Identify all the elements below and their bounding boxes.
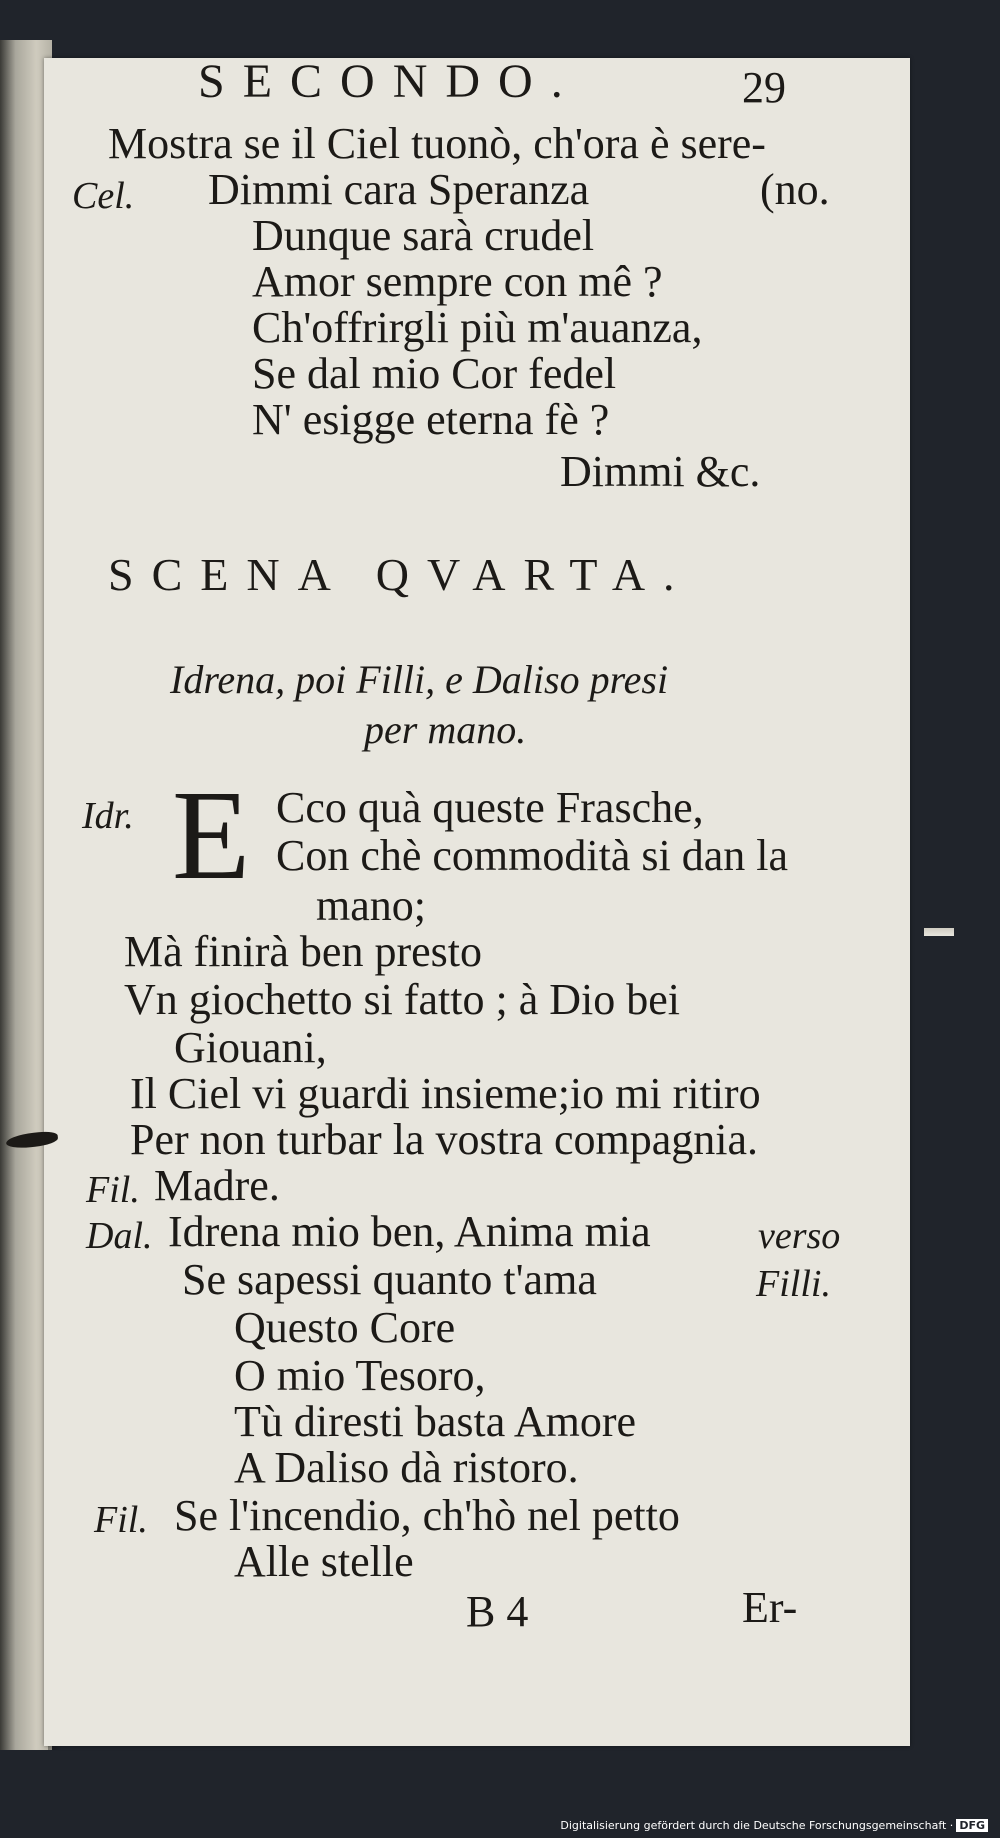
text-line: mano; xyxy=(316,881,426,930)
text-line: Dunque sarà crudel xyxy=(252,211,595,260)
catchword: Er- xyxy=(742,1583,798,1632)
page-fold xyxy=(924,928,954,936)
dfg-logo: DFG xyxy=(956,1819,988,1832)
text-line: Mà finirà ben presto xyxy=(124,927,482,976)
text-line: Se sapessi quanto t'ama xyxy=(182,1255,597,1304)
drop-cap: E xyxy=(172,764,251,906)
text-line: Ch'offrirgli più m'auanza, xyxy=(252,303,703,352)
text-line: Amor sempre con mê ? xyxy=(252,257,663,306)
text-line: Se dal mio Cor fedel xyxy=(252,349,617,398)
speaker-label: Fil. xyxy=(94,1499,148,1541)
signature-mark: B 4 xyxy=(466,1587,529,1636)
stage-direction: Filli. xyxy=(756,1263,831,1305)
text-line: Questo Core xyxy=(234,1303,456,1352)
text-line: Dimmi cara Speranza xyxy=(208,165,590,214)
text-line: Tù diresti basta Amore xyxy=(234,1397,637,1446)
speaker-label: Fil. xyxy=(86,1169,140,1211)
text-line: Il Ciel vi guardi insieme;io mi ritiro xyxy=(130,1069,761,1118)
text-line: Vn giochetto si fatto ; à Dio bei xyxy=(124,975,680,1024)
text-line: Cco quà queste Frasche, xyxy=(276,783,704,832)
stage-direction: verso xyxy=(758,1215,841,1257)
text-line: O mio Tesoro, xyxy=(234,1351,486,1400)
text-line: Alle stelle xyxy=(234,1537,414,1586)
text-line: Giouani, xyxy=(174,1023,327,1072)
credit-text: Digitalisierung gefördert durch die Deutsche Forschungsgemeinschaft · xyxy=(560,1819,954,1832)
text-line: Idrena mio ben, Anima mia xyxy=(168,1207,651,1256)
text-line: (no. xyxy=(760,165,830,214)
text-line: Per non turbar la vostra compagnia. xyxy=(130,1115,759,1164)
scene-description: Idrena, poi Filli, e Daliso presi xyxy=(170,657,669,702)
speaker-label: Cel. xyxy=(72,175,135,217)
speaker-label: Dal. xyxy=(86,1215,153,1257)
speaker-label: Idr. xyxy=(82,795,134,837)
running-head: SECONDO. xyxy=(198,55,581,108)
text-line: Se l'incendio, ch'hò nel petto xyxy=(174,1491,680,1540)
text-line: Madre. xyxy=(154,1161,280,1210)
page-number: 29 xyxy=(742,63,786,112)
scene-description: per mano. xyxy=(364,707,527,752)
text-line: A Daliso dà ristoro. xyxy=(234,1443,579,1492)
text-line: Dimmi &c. xyxy=(560,447,761,496)
text-line: Mostra se il Ciel tuonò, ch'ora è sere- xyxy=(108,119,766,168)
scene-title: SCENA QVARTA. xyxy=(108,549,693,600)
text-line: N' esigge eterna fè ? xyxy=(252,395,610,444)
text-line: Con chè commodità si dan la xyxy=(276,831,788,880)
digitization-credit xyxy=(560,1819,988,1832)
